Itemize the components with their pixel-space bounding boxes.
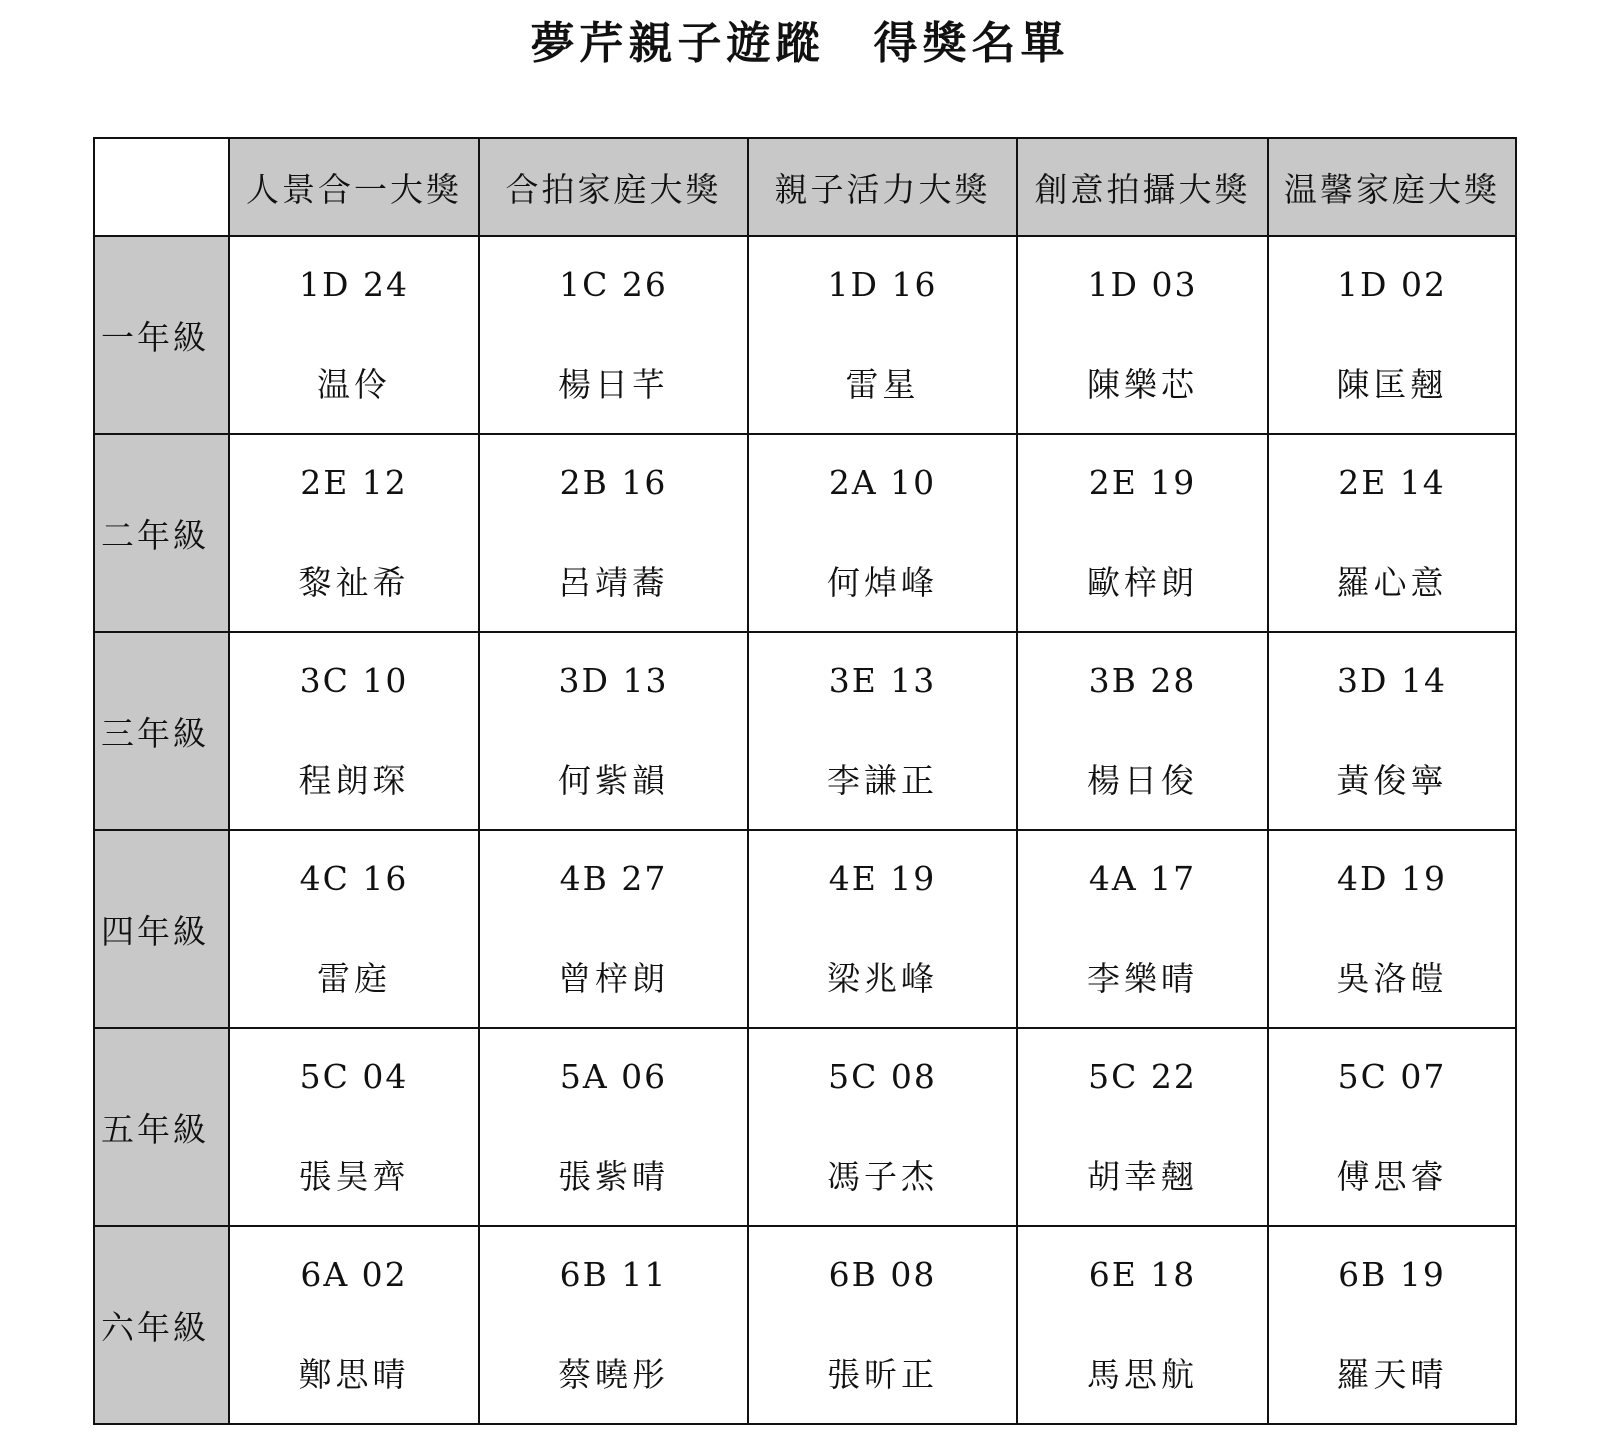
award-cell-content [749, 1029, 1016, 1225]
class-number: 5C 22 [1088, 1057, 1197, 1096]
class-number: 2E 14 [1338, 463, 1446, 502]
class-number: 4B 27 [559, 859, 668, 898]
table-header-row [94, 138, 1516, 236]
award-cell-content [480, 237, 747, 433]
student-name: 馮子杰 [827, 1157, 938, 1196]
class-number: 1D 16 [827, 265, 938, 304]
column-header: 合拍家庭大獎 [479, 138, 748, 236]
award-cell-content [480, 435, 747, 631]
grade-label: 四年級 [94, 830, 229, 1028]
grade-label: 二年級 [94, 434, 229, 632]
header-corner-cell [94, 138, 229, 236]
grade-label: 六年級 [94, 1226, 229, 1424]
award-cell [229, 1028, 479, 1226]
award-cell [479, 632, 748, 830]
class-number: 1C 26 [559, 265, 668, 304]
class-number: 5C 07 [1337, 1057, 1447, 1096]
class-number: 6A 02 [300, 1255, 408, 1294]
class-number: 2B 16 [559, 463, 668, 502]
award-cell-content [480, 1029, 747, 1225]
class-number: 4D 19 [1337, 859, 1447, 898]
award-cell-content [1018, 435, 1267, 631]
student-name: 雷庭 [317, 959, 391, 998]
award-cell-content [230, 435, 478, 631]
table-row [94, 1226, 1516, 1424]
award-cell-content [1269, 1227, 1515, 1423]
award-cell [479, 434, 748, 632]
grade-label: 五年級 [94, 1028, 229, 1226]
award-cell [748, 830, 1017, 1028]
column-header: 人景合一大獎 [229, 138, 479, 236]
award-cell [479, 830, 748, 1028]
column-header: 創意拍攝大獎 [1017, 138, 1268, 236]
student-name: 何焯峰 [827, 563, 938, 602]
award-cell [748, 1226, 1017, 1424]
award-cell-content [749, 633, 1016, 829]
page-title: 夢芹親子遊蹤 得獎名單 [530, 18, 1070, 69]
student-name: 雷星 [845, 365, 920, 404]
award-cell [1017, 1226, 1268, 1424]
student-name: 黃俊寧 [1336, 761, 1448, 800]
student-name: 何紫韻 [558, 761, 669, 800]
student-name: 鄭思晴 [298, 1355, 410, 1394]
award-cell-content [230, 831, 478, 1027]
award-cell-content [480, 831, 747, 1027]
award-cell-content [1018, 237, 1267, 433]
award-cell-content [749, 831, 1016, 1027]
student-name: 呂靖蕎 [558, 563, 669, 602]
award-cell-content [749, 435, 1016, 631]
award-cell [1268, 1028, 1516, 1226]
student-name: 曾梓朗 [558, 959, 669, 998]
student-name: 胡幸翹 [1087, 1157, 1198, 1196]
award-cell [748, 632, 1017, 830]
award-cell [479, 236, 748, 434]
table-row [94, 1028, 1516, 1226]
award-cell-content [1018, 633, 1267, 829]
class-number: 5A 06 [559, 1057, 668, 1096]
award-cell-content [1269, 237, 1515, 433]
class-number: 6B 11 [559, 1255, 668, 1294]
class-number: 3E 13 [828, 661, 937, 700]
student-name: 馬思航 [1087, 1355, 1198, 1394]
award-cell-content [1269, 1029, 1515, 1225]
award-cell [229, 632, 479, 830]
student-name: 李樂晴 [1087, 959, 1198, 998]
award-cell [1017, 236, 1268, 434]
class-number: 3C 10 [299, 661, 409, 700]
award-cell-content [230, 1227, 478, 1423]
table-body [94, 236, 1516, 1424]
class-number: 5C 08 [828, 1057, 937, 1096]
student-name: 吳洛皚 [1336, 959, 1448, 998]
class-number: 4C 16 [299, 859, 409, 898]
class-number: 3D 13 [558, 661, 669, 700]
award-cell [1017, 434, 1268, 632]
award-cell [229, 830, 479, 1028]
class-number: 6E 18 [1088, 1255, 1197, 1294]
table-row [94, 830, 1516, 1028]
student-name: 張紫晴 [558, 1157, 669, 1196]
student-name: 温伶 [317, 365, 391, 404]
student-name: 羅心意 [1336, 563, 1448, 602]
class-number: 6B 19 [1338, 1255, 1446, 1294]
student-name: 程朗琛 [298, 761, 410, 800]
award-cell-content [749, 237, 1016, 433]
award-cell-content [1269, 831, 1515, 1027]
table-row [94, 236, 1516, 434]
award-cell [1268, 236, 1516, 434]
class-number: 1D 24 [299, 265, 409, 304]
class-number: 1D 02 [1337, 265, 1447, 304]
class-number: 4E 19 [828, 859, 937, 898]
award-cell [1017, 632, 1268, 830]
award-cell [748, 236, 1017, 434]
student-name: 羅天晴 [1336, 1355, 1448, 1394]
award-cell-content [1269, 435, 1515, 631]
award-cell [1017, 830, 1268, 1028]
class-number: 3B 28 [1088, 661, 1197, 700]
class-number: 3D 14 [1337, 661, 1447, 700]
award-cell-content [230, 1029, 478, 1225]
award-cell-content [230, 237, 478, 433]
student-name: 張昊齊 [298, 1157, 410, 1196]
award-cell [1268, 434, 1516, 632]
class-number: 4A 17 [1088, 859, 1197, 898]
award-cell-content [1018, 1029, 1267, 1225]
table-row [94, 434, 1516, 632]
student-name: 黎祉希 [298, 563, 410, 602]
award-cell [748, 434, 1017, 632]
student-name: 陳匡翹 [1336, 365, 1448, 404]
grade-label: 三年級 [94, 632, 229, 830]
class-number: 2E 19 [1088, 463, 1197, 502]
student-name: 楊日芊 [558, 365, 669, 404]
award-cell [479, 1226, 748, 1424]
award-cell [1268, 830, 1516, 1028]
student-name: 楊日俊 [1087, 761, 1198, 800]
student-name: 蔡曉彤 [558, 1355, 669, 1394]
award-cell [479, 1028, 748, 1226]
class-number: 2A 10 [828, 463, 937, 502]
award-cell-content [1269, 633, 1515, 829]
class-number: 6B 08 [828, 1255, 937, 1294]
table-row [94, 632, 1516, 830]
award-cell-content [749, 1227, 1016, 1423]
awards-table [93, 137, 1517, 1425]
student-name: 傅思睿 [1336, 1157, 1448, 1196]
award-cell [748, 1028, 1017, 1226]
award-cell-content [480, 1227, 747, 1423]
award-cell-content [1018, 831, 1267, 1027]
column-header: 親子活力大獎 [748, 138, 1017, 236]
award-cell-content [230, 633, 478, 829]
award-cell [1268, 1226, 1516, 1424]
award-cell [229, 236, 479, 434]
grade-label: 一年級 [94, 236, 229, 434]
award-cell [229, 434, 479, 632]
student-name: 陳樂芯 [1087, 365, 1198, 404]
student-name: 歐梓朗 [1087, 563, 1198, 602]
award-cell [229, 1226, 479, 1424]
class-number: 1D 03 [1087, 265, 1198, 304]
student-name: 李謙正 [827, 761, 938, 800]
column-header: 温馨家庭大獎 [1268, 138, 1516, 236]
award-cell [1268, 632, 1516, 830]
award-cell-content [480, 633, 747, 829]
class-number: 2E 12 [300, 463, 408, 502]
class-number: 5C 04 [299, 1057, 409, 1096]
student-name: 梁兆峰 [827, 959, 938, 998]
student-name: 張昕正 [827, 1355, 938, 1394]
award-cell [1017, 1028, 1268, 1226]
award-cell-content [1018, 1227, 1267, 1423]
